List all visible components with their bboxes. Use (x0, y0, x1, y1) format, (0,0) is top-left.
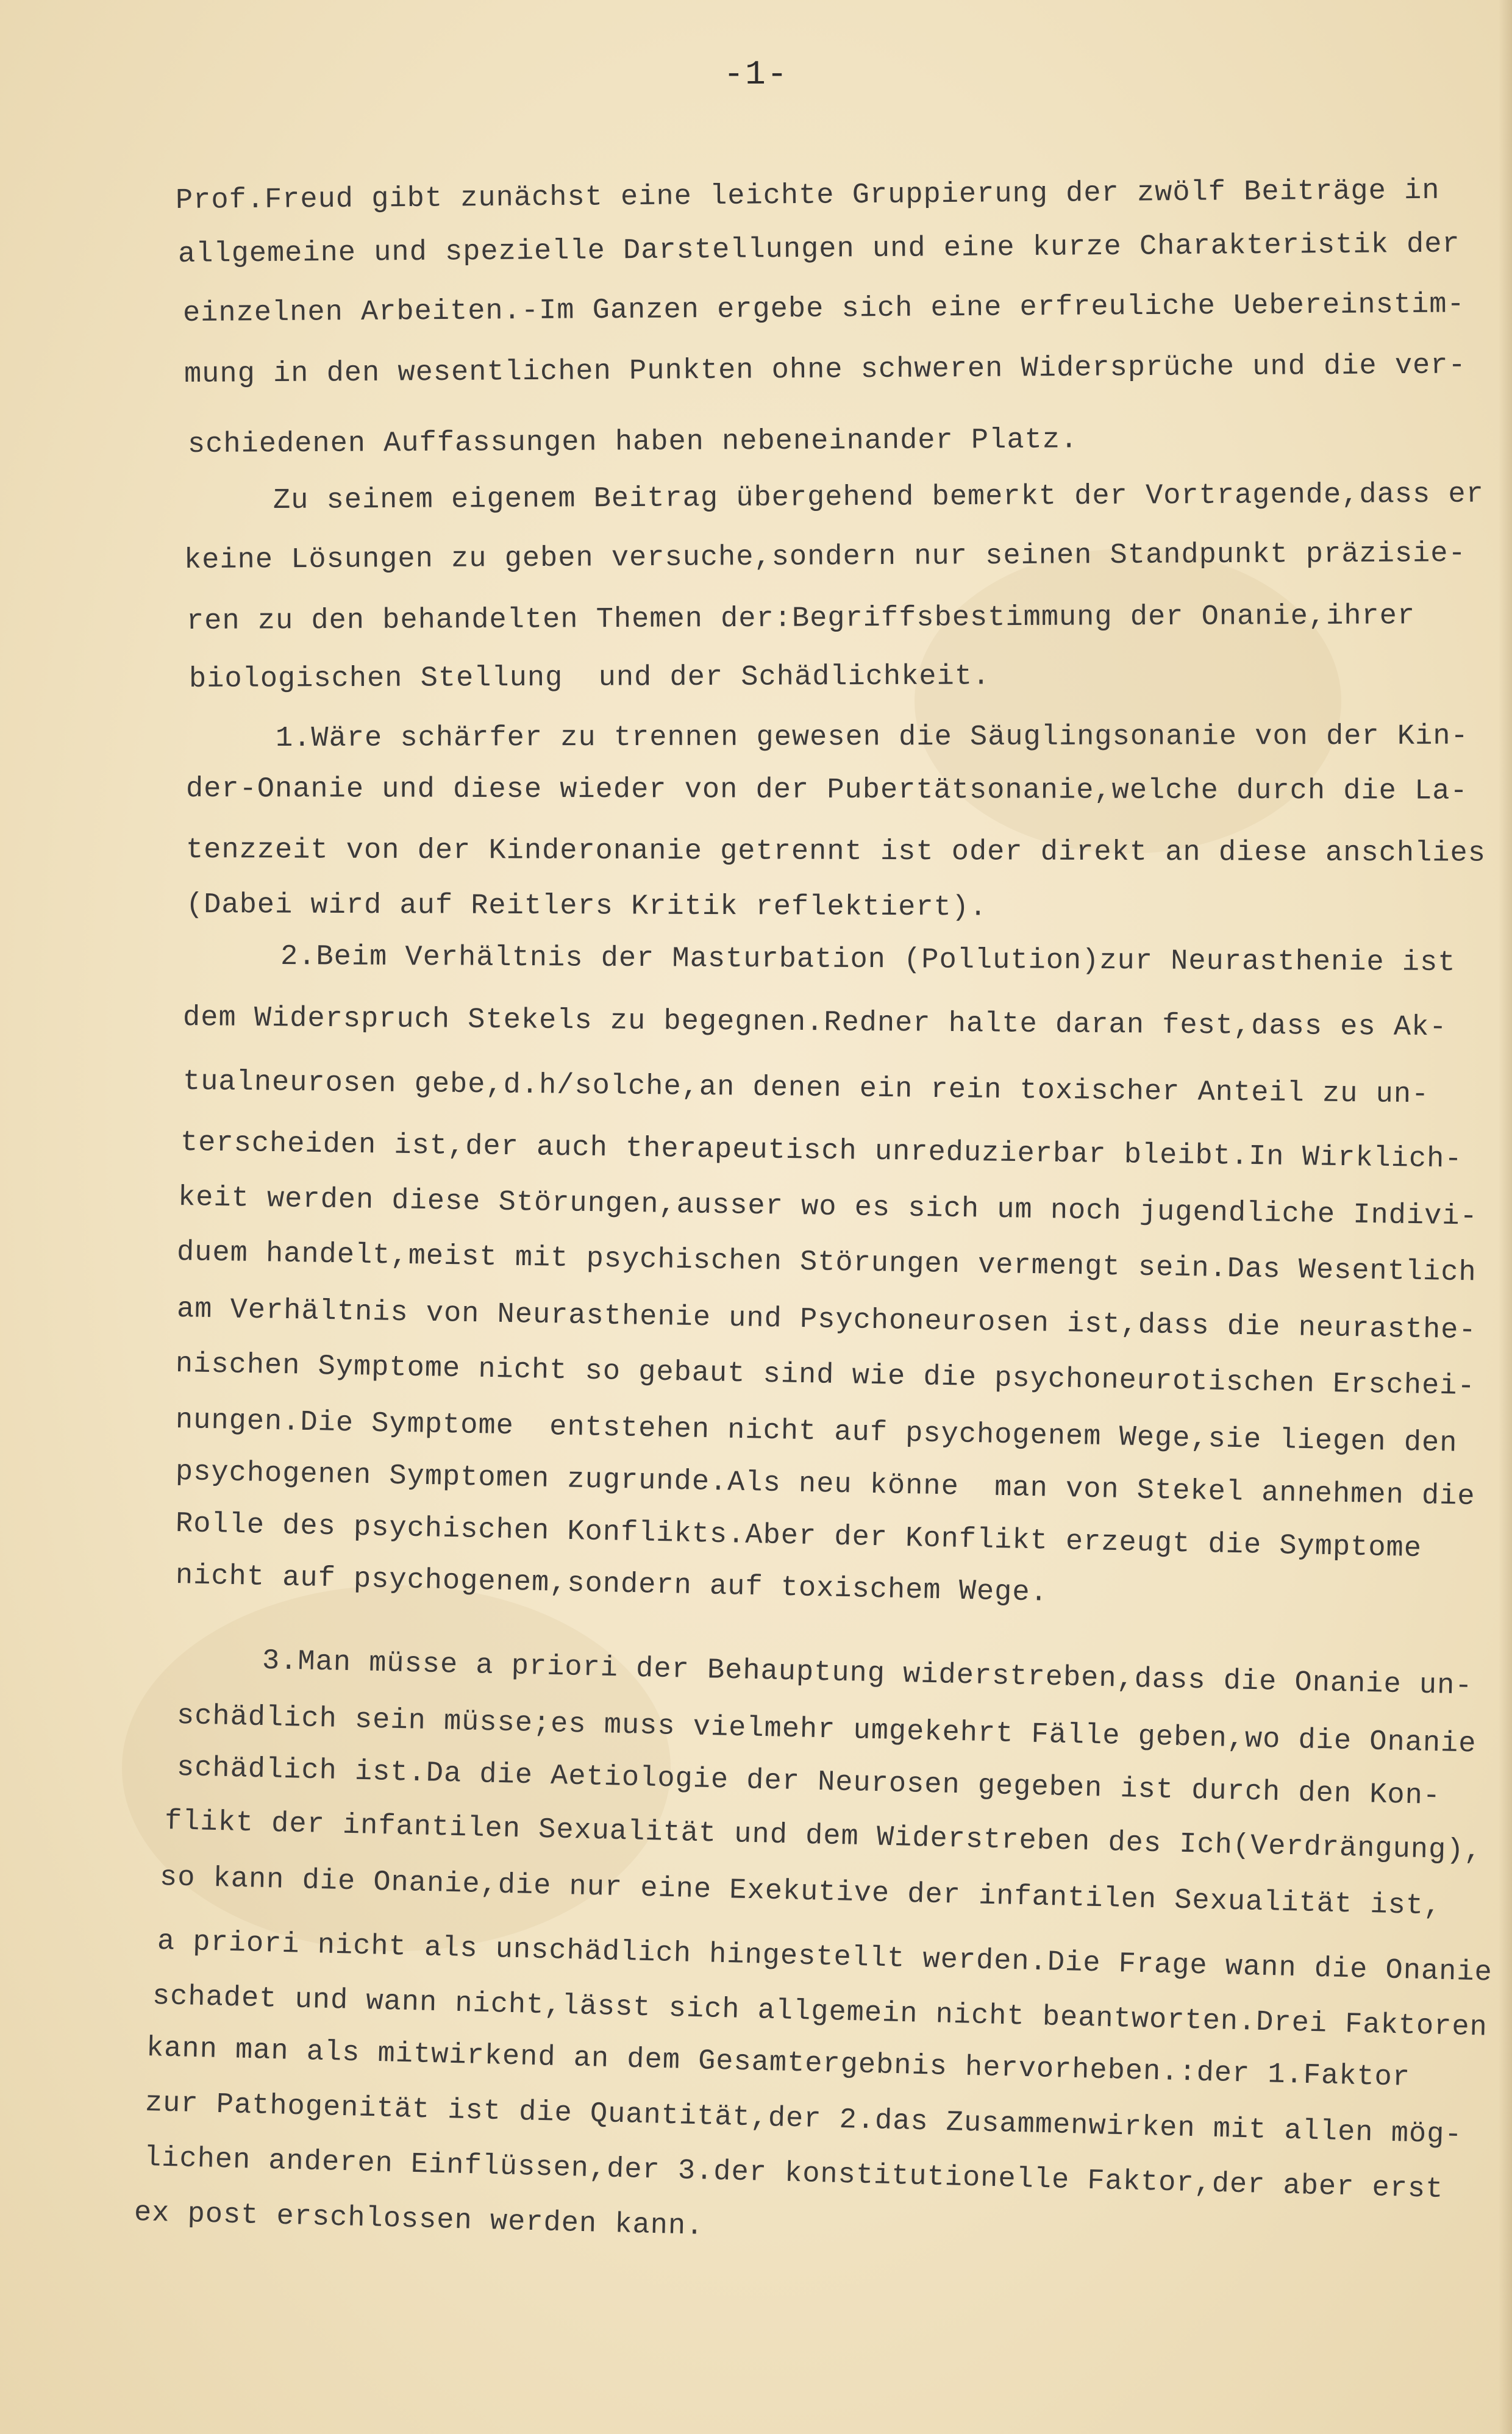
text-line: Rolle des psychischen Konflikts.Aber der Konflikt erzeugt die Symptome (175, 1508, 1422, 1566)
text-line: ex post erschlossen werden kann. (134, 2197, 704, 2243)
text-line: terscheiden ist,der auch therapeutisch unreduzierbar bleibt.In Wirklich- (180, 1127, 1463, 1176)
text-line: ren zu den behandelten Themen der:Begriffsbestimmung der Onanie,ihrer (186, 600, 1416, 638)
text-line: psychogenen Symptomen zugrunde.Als neu könne man von Stekel annehmen die (175, 1456, 1476, 1513)
text-line: schädlich sein müsse;es muss vielmehr umgekehrt Fälle geben,wo die Onanie (176, 1700, 1477, 1761)
text-line: tualneurosen gebe,d.h/solche,an denen ein rein toxischer Anteil zu un- (182, 1066, 1430, 1112)
text-line: tenzzeit von der Kinderonanie getrennt ist oder direkt an diese anschlies (185, 834, 1486, 870)
text-line: schiedenen Auffassungen haben nebeneinander Platz. (187, 424, 1079, 461)
text-line: 2.Beim Verhältnis der Masturbation (Pollution)zur Neurasthenie ist (280, 941, 1456, 980)
text-line: der-Onanie und diese wieder von der Pubertätsonanie,welche durch die La- (185, 773, 1468, 808)
text-line: schädlich ist.Da die Aetiologie der Neurosen gegeben ist durch den Kon- (176, 1752, 1441, 1813)
text-line: am Verhältnis von Neurasthenie und Psychoneurosen ist,dass die neurasthe- (176, 1293, 1477, 1347)
text-line: nicht auf psychogenem,sondern auf toxischem Wege. (175, 1560, 1049, 1610)
text-line: mung in den wesentlichen Punkten ohne schweren Widersprüche und die ver- (184, 349, 1466, 391)
text-line: flikt der infantilen Sexualität und dem Widerstreben des Ich(Verdrängung), (164, 1805, 1483, 1868)
text-line: zur Pathogenität ist die Quantität,der 2.das Zusammenwirken mit allen mög- (144, 2087, 1463, 2152)
text-line: dem Widerspruch Stekels zu begegnen.Redner halte daran fest,dass es Ak- (182, 1002, 1447, 1044)
text-line: einzelnen Arbeiten.-Im Ganzen ergebe sich eine erfreuliche Uebereinstim- (182, 288, 1465, 330)
text-line: (Dabei wird auf Reitlers Kritik reflektiert). (185, 889, 988, 924)
text-line: 3.Man müsse a priori der Behauptung widerstreben,dass die Onanie un- (262, 1645, 1474, 1703)
text-line: Zu seinem eigenem Beitrag übergehend bemerkt der Vortragende,dass er (273, 478, 1485, 517)
text-line: lichen anderen Einflüssen,der 3.der konstitutionelle Faktor,der aber erst (143, 2142, 1444, 2207)
text-line: allgemeine und spezielle Darstellungen und eine kurze Charakteristik der (177, 228, 1460, 271)
text-line: kann man als mitwirkend an dem Gesamtergebnis hervorheben.:der 1.Faktor (146, 2032, 1411, 2094)
paper-edge (1499, 0, 1512, 2434)
text-line: nungen.Die Symptome entstehen nicht auf psychogenem Wege,sie liegen den (175, 1404, 1458, 1460)
text-line: duem handelt,meist mit psychischen Störungen vermengt sein.Das Wesentlich (176, 1237, 1477, 1290)
text-line: so kann die Onanie,die nur eine Exekutive der infantilen Sexualität ist, (159, 1861, 1442, 1923)
page-number: -1- (723, 55, 789, 94)
text-line: Prof.Freud gibt zunächst eine leichte Gruppierung der zwölf Beiträge in (175, 174, 1440, 217)
text-line: keine Lösungen zu geben versuche,sondern nur seinen Standpunkt präzisie- (184, 537, 1466, 577)
text-line: 1.Wäre schärfer zu trennen gewesen die Säuglingsonanie von der Kin- (275, 720, 1469, 755)
text-line: nischen Symptome nicht so gebaut sind wie die psychoneurotischen Erschei- (175, 1348, 1476, 1404)
text-line: keit werden diese Störungen,ausser wo es sich um noch jugendliche Indivi- (177, 1182, 1478, 1233)
text-line: schadet und wann nicht,lässt sich allgemein nicht beantworten.Drei Faktoren (152, 1980, 1488, 2044)
text-line: a priori nicht als unschädlich hingestellt werden.Die Frage wann die Onanie (157, 1925, 1493, 1990)
text-line: biologischen Stellung und der Schädlichkeit. (188, 660, 991, 696)
